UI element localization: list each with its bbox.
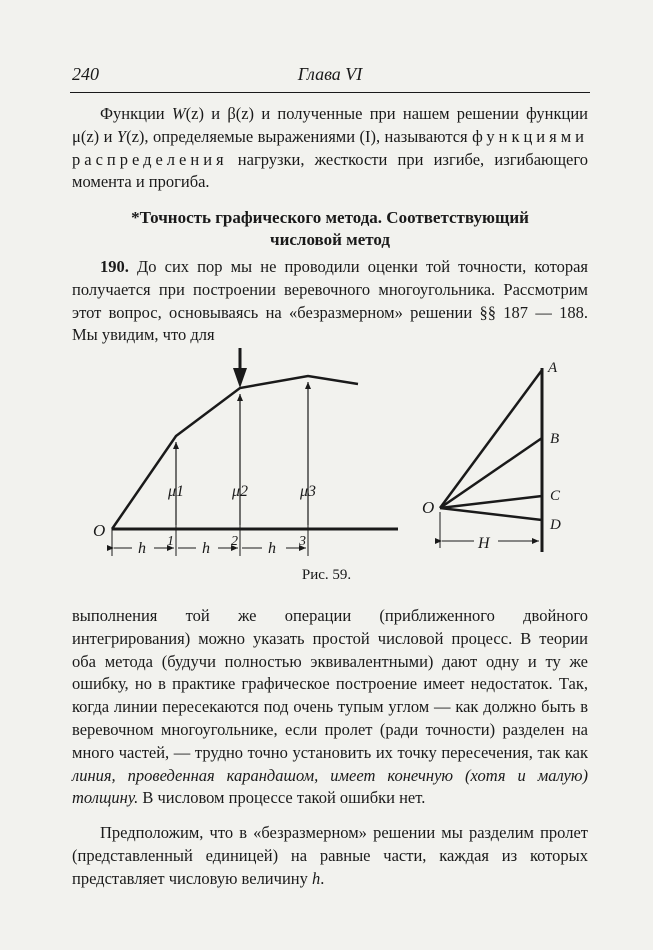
spaced-term: функциями распределения — [72, 126, 588, 169]
label-O-right: O — [422, 498, 435, 517]
page-number: 240 — [72, 64, 99, 84]
chapter-title: Глава VI — [297, 64, 363, 84]
funicular-polygon-diagram — [112, 348, 398, 556]
paragraph-number: 190. — [100, 257, 129, 276]
label-B: B — [550, 431, 560, 447]
paragraph-functions: Функции W(z) и β(z) и полученные при нашем решении функции μ(z) и Y(z), определяемые выражениями (I), называются функциями распределения нагрузки, жесткости при изгибе, изгибающего момента и прогиба. — [72, 104, 588, 192]
tick-2: 2 — [231, 534, 238, 549]
label-mu1: μ1 — [168, 483, 185, 500]
label-O-left: O — [93, 521, 106, 540]
paragraph-continuation: выполнения той же операции (приближенного двойного интегрирования) можно указать простой числовой процесс. В теории оба метода (будучи полностью эквивалентными) дают одну и ту же ошибку, но в практике графическое построение имеет недостаток. Так, когда линии пересекаются под очень тупым углом — как должно быть в веревочном многоугольнике, если пролет (ради точности) разделен на много частей, — трудно точно установить их точку пересечения, так как линия, проведенная карандашом, имеет конечную (хотя и малую) толщину. В числовом процессе такой ошибки нет. — [72, 606, 588, 808]
figure-caption: Рис. 59. — [301, 567, 352, 583]
h-label-1: h — [138, 540, 146, 557]
force-polygon-diagram — [440, 368, 542, 552]
h-label-3: h — [268, 540, 276, 557]
label-A: A — [548, 360, 558, 376]
italic-emphasis: линия, проведенная карандашом, имеет конечную (хотя и малую) толщину. — [72, 765, 588, 808]
label-D: D — [550, 517, 561, 533]
label-mu2: μ2 — [232, 483, 249, 500]
paragraph-suppose: Предположим, что в «безразмерном» решении мы разделим пролет (представленный единицей) на равные части, каждая из которых представляет числовую величину h. — [72, 823, 588, 888]
load-arrow-head — [233, 368, 247, 388]
header-rule — [70, 92, 590, 93]
ray-A — [440, 370, 542, 508]
ray-D — [440, 508, 542, 520]
h-label-2: h — [202, 540, 210, 557]
label-C: C — [550, 488, 561, 504]
label-mu3: μ3 — [300, 483, 317, 500]
tick-3: 3 — [299, 534, 306, 549]
funicular-polygon — [112, 376, 358, 529]
label-H: H — [478, 535, 490, 552]
paragraph-190: 190. До сих пор мы не проводили оценки той точности, которая получается при построении веревочного многоугольника. Рассмотрим этот вопрос, основываясь на «безразмерном» решении §§ 187 — 188. Мы увидим, что для — [72, 257, 588, 345]
section-title: *Точность графического метода. Соответствующий числовой метод — [131, 208, 529, 249]
running-header — [72, 64, 588, 88]
tick-1: 1 — [167, 534, 174, 549]
